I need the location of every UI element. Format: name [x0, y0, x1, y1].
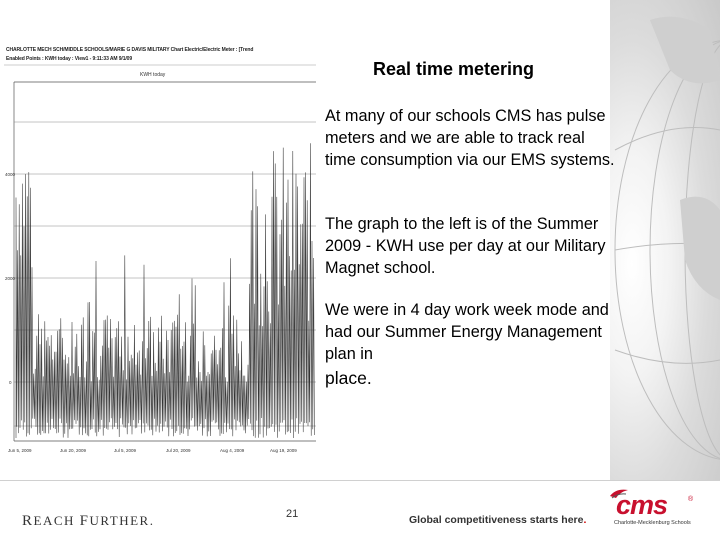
cms-logo-word: cms [616, 490, 668, 520]
x-tick-label: Jun 20, 2009 [60, 448, 87, 453]
footer-tagline [409, 514, 586, 526]
cms-logo [598, 486, 716, 534]
chart-header-line2: Enabled Points : KWH today : View1 - 9:11:33 AM 9/1/09 [6, 56, 133, 62]
slide-title: Real time metering [373, 59, 535, 79]
paragraph-3: We were in 4 day work week mode and had our Summer Energy Management plan in [325, 301, 609, 363]
paragraph-3-end: place. [325, 368, 372, 388]
x-tick-label: Aug 19, 2009 [270, 448, 297, 453]
x-tick-label: Jun 5, 2009 [8, 448, 32, 453]
footer-word-urther: URTHER. [89, 513, 155, 528]
x-tick-label: Jul 5, 2009 [114, 448, 137, 453]
footer-letter-f: F [79, 513, 90, 529]
kwh-chart-screenshot [4, 46, 316, 458]
footer-letter-r: R [22, 513, 34, 529]
x-tick-label: Jul 20, 2009 [166, 448, 191, 453]
x-tick-label: Aug 4, 2009 [220, 448, 245, 453]
kwh-chart-plot [4, 46, 316, 458]
tagline-text: Global competitiveness starts here [409, 514, 584, 526]
footer-divider [0, 480, 720, 481]
kwh-trace-line [16, 143, 314, 438]
chart-header-line1: CHARLOTTE MECH SCH/MIDDLE SCHOOLS/MARIE G DAVIS MILITARY Chart Electric/Electric Meter : [Trend [6, 47, 254, 53]
y-tick-label: 4000 [5, 172, 16, 177]
y-tick-label: 0 [9, 380, 12, 385]
cms-logo-registered: ® [688, 496, 694, 503]
page-number: 21 [286, 508, 299, 520]
chart-legend-label: KWH today [140, 72, 166, 78]
paragraph-2: The graph to the left is of the Summer 2009 - KWH use per day at our Military Magnet school. [325, 215, 606, 277]
paragraph-1: At many of our schools CMS has pulse meters and we are able to track real time consumption via our EMS systems. [325, 107, 615, 169]
y-tick-label: 2000 [5, 276, 16, 281]
kwh-series [16, 143, 314, 438]
tagline-period: . [583, 514, 587, 526]
footer-reach-further [22, 513, 154, 530]
footer-word-each: EACH [33, 513, 80, 528]
decorative-globe-band [610, 0, 720, 480]
cms-logo-subtitle: Charlotte-Mecklenburg Schools [614, 520, 691, 526]
